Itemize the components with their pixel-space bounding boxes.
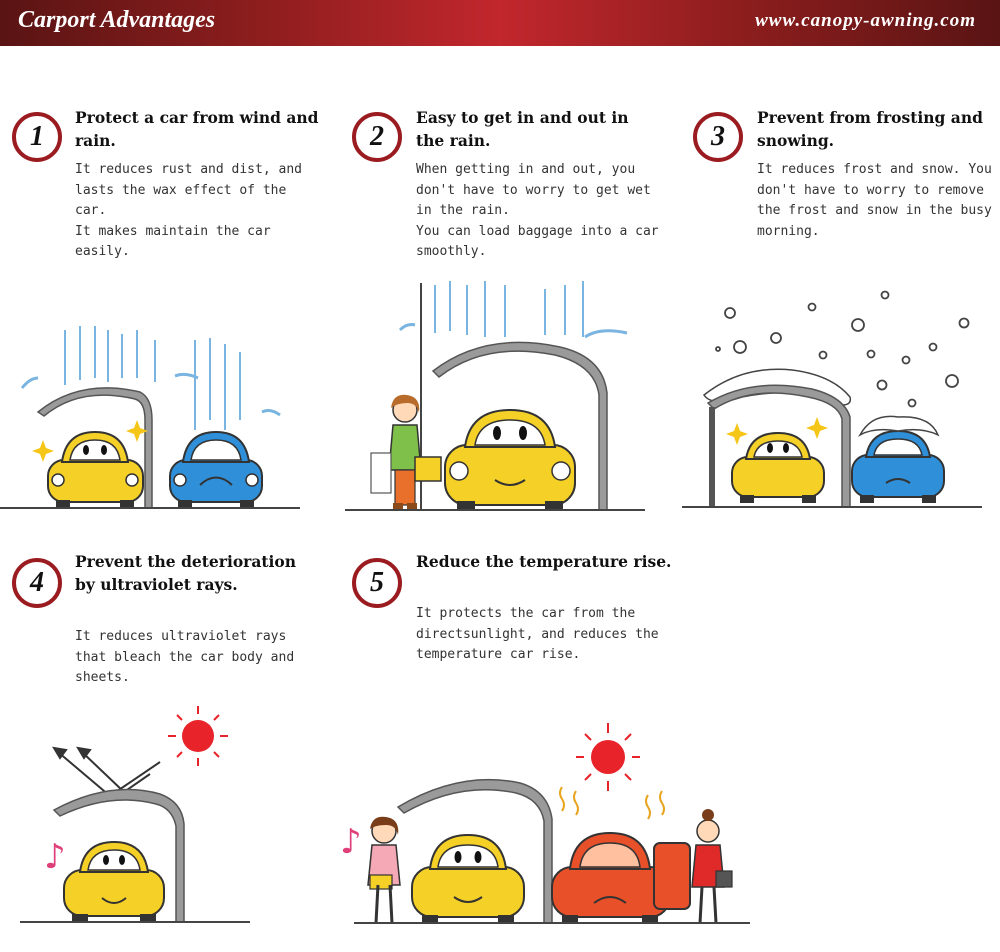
sun-icon: [168, 706, 228, 766]
yellow-car-icon: [412, 835, 524, 923]
panel-3-description: It reduces frost and snow. You don't have to worry to remove the frost and snow in the busy morning.: [757, 162, 992, 239]
number-badge-4: 4: [12, 558, 62, 608]
panel-1-title: Protect a car from wind and rain.: [75, 108, 319, 150]
uv-rays-illustration: [20, 700, 250, 930]
number-badge-5: 5: [352, 558, 402, 608]
number-badge-3: 3: [693, 112, 743, 162]
site-url: www.canopy-awning.com: [755, 10, 976, 31]
yellow-car-icon: [64, 842, 164, 922]
yellow-car-icon: [445, 410, 575, 510]
woman-with-bags-icon: [371, 395, 441, 511]
woman-icon: [692, 809, 732, 923]
panel-2-description: When getting in and out, you don't have to worry to get wet in the rain. You can load baggage into a car smoothly.: [416, 162, 659, 259]
rain-carport-illustration: [0, 320, 300, 515]
red-car-icon: [552, 833, 690, 923]
panel-5-title: Reduce the temperature rise.: [416, 552, 672, 571]
header-banner: [0, 0, 1000, 46]
music-note-icon: ♪: [340, 822, 362, 862]
snow-carport-illustration: [682, 285, 982, 515]
blue-car-icon: [852, 416, 944, 503]
yellow-car-icon: [48, 432, 143, 508]
panel-4-title: Prevent the deterioration by ultraviolet rays.: [75, 552, 297, 594]
sun-icon: [576, 723, 640, 791]
music-note-icon: ♪: [44, 837, 66, 877]
blue-car-icon: [170, 432, 262, 508]
woman-icon: [368, 817, 400, 923]
panel-3-title: Prevent from frosting and snowing.: [757, 108, 983, 150]
temperature-illustration: [340, 715, 755, 930]
loading-baggage-illustration: [345, 275, 645, 520]
panel-5-description: It protects the car from the directsunlight, and reduces the temperature car rise.: [416, 606, 659, 662]
yellow-car-icon: [732, 433, 824, 503]
panel-4-description: It reduces ultraviolet rays that bleach the car body and sheets.: [75, 629, 295, 685]
number-badge-2: 2: [352, 112, 402, 162]
panel-1-description: It reduces rust and dist, and lasts the wax effect of the car. It makes maintain the car easily.: [75, 162, 302, 259]
page-title: Carport Advantages: [18, 7, 216, 33]
panel-2-title: Easy to get in and out in the rain.: [416, 108, 629, 150]
number-badge-1: 1: [12, 112, 62, 162]
